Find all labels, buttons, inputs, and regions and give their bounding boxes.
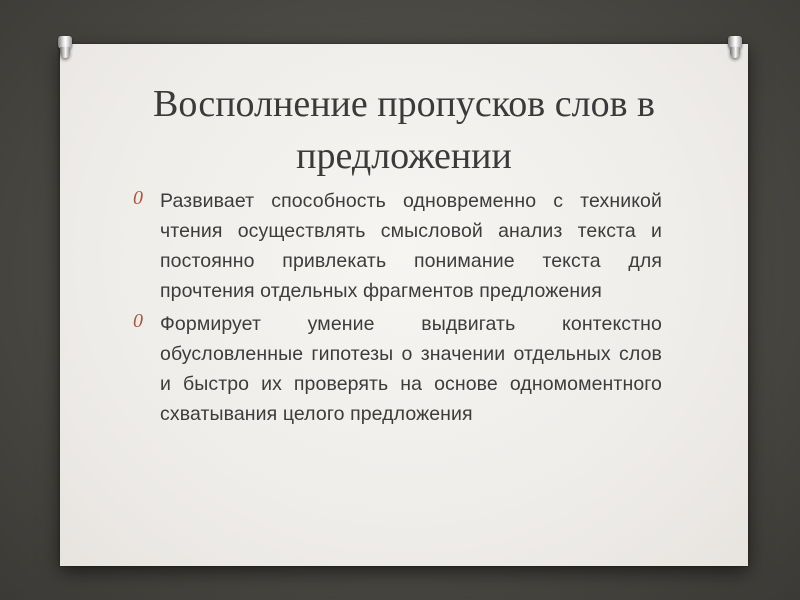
list-item-text: Развивает способность одновременно с техникой чтения осуществлять смысловой анализ текста и постоянно привлекать понимание текста для прочтения отдельных фрагментов предложения [160,190,662,302]
pushpin-left-icon [58,36,72,62]
bullet-marker: 0 [133,187,143,209]
pushpin-right-icon [728,36,742,62]
list-item-text: Формирует умение выдвигать контекстно обусловленные гипотезы о значении отдельных слов и быстро их проверять на основе одномоментного схватывания целого предложения [160,313,662,425]
bullet-list [133,186,662,432]
list-item [133,309,662,429]
list-item [133,186,662,306]
bullet-marker: 0 [133,310,143,332]
slide-title: Восполнение пропусков слов в предложении [153,83,655,177]
slide-board [60,44,748,566]
